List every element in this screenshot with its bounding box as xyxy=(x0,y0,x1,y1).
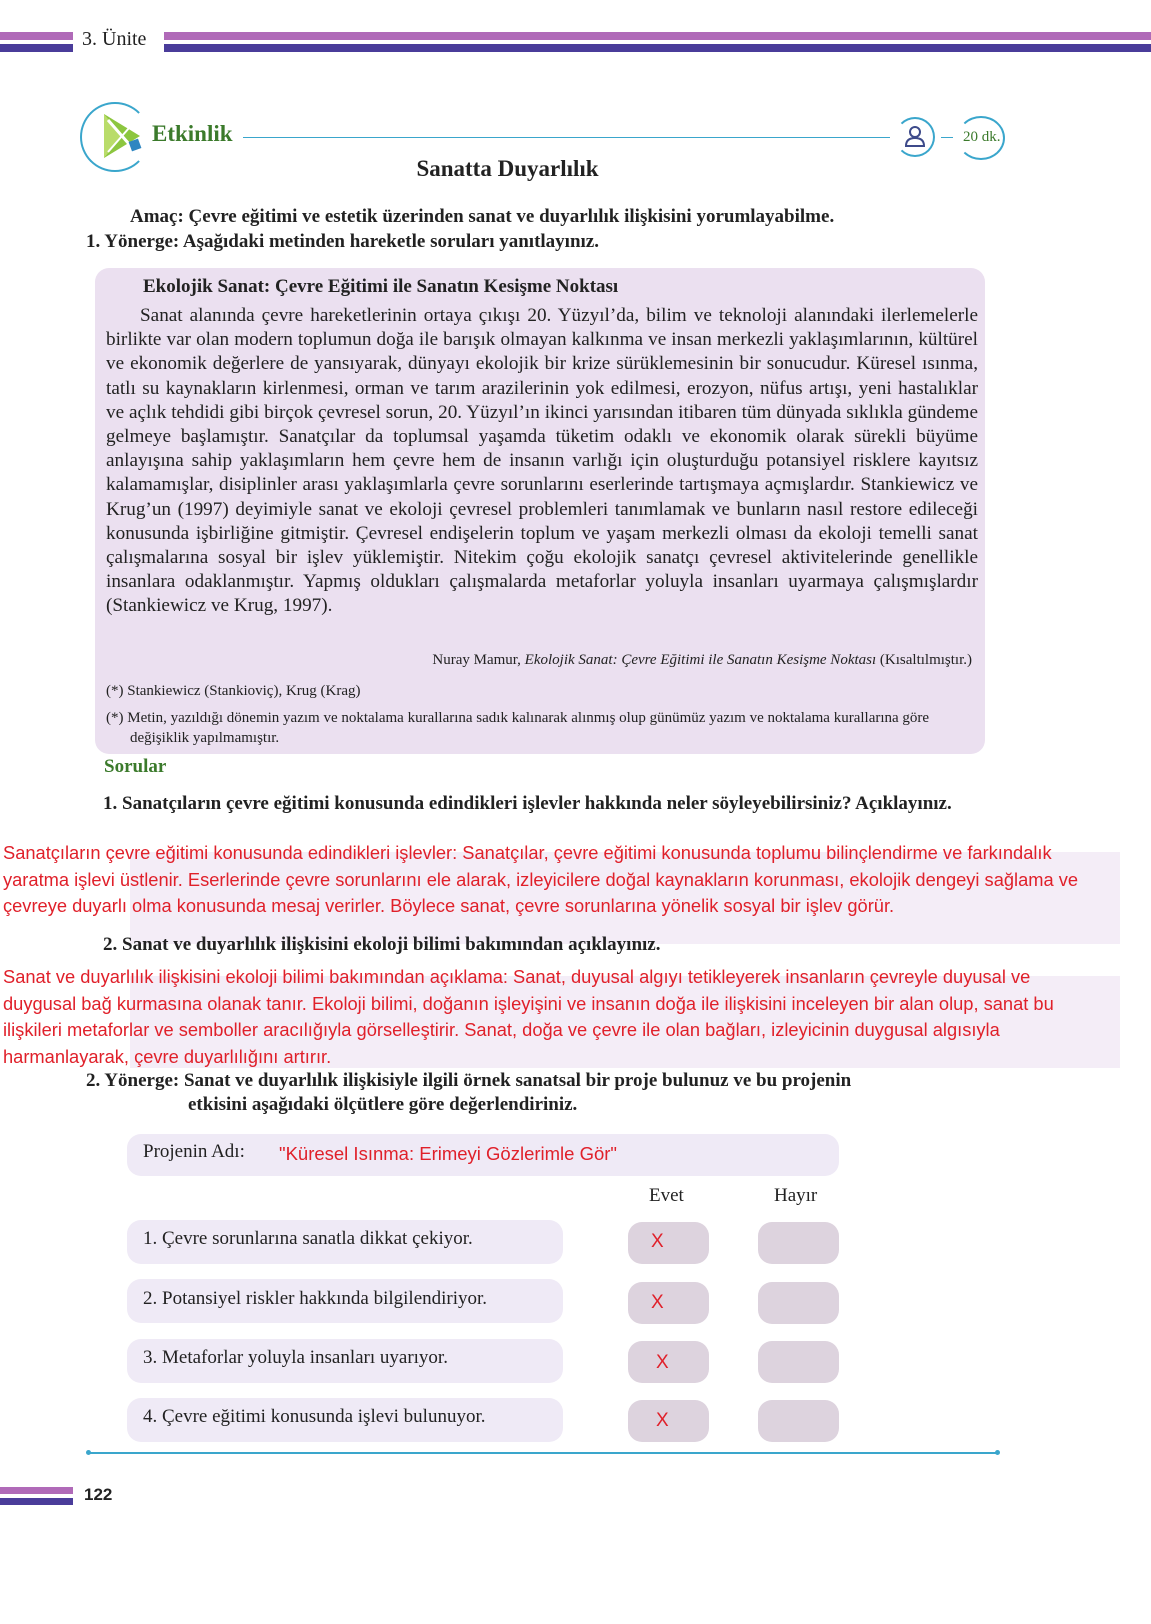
criterion-text-1: 1. Çevre sorunlarına sanatla dikkat çekiyor. xyxy=(143,1228,473,1249)
criterion-2-yes-box[interactable] xyxy=(628,1282,709,1324)
objective-text: Amaç: Çevre eğitimi ve estetik üzerinden sanat ve duyarlılık ilişkisini yorumlayabilme. xyxy=(130,206,835,227)
header-band-purple-left xyxy=(0,32,73,40)
criterion-text-2: 2. Potansiyel riskler hakkında bilgilendiriyor. xyxy=(143,1288,488,1309)
person-icon xyxy=(903,124,927,148)
reading-body: Sanat alanında çevre hareketlerinin ortaya çıkışı 20. Yüzyıl’da, bilim ve teknoloji alanındaki ilerlemelerle birlikte var olan modern toplumun doğa ile barışık olmayan kalkınma ve insan merkezli yaklaşımlarının, kültürel ve ekonomik değerlere de yansıyarak, dünyayı ekolojik bir krize sürüklemesinin bir sonucudur. Küresel ısınma, tatlı su kaynakların kirlenmesi, orman ve tarım arazilerinin yok edilmesi, erozyon, nüfus artışı, yeni hastalıklar ve açlık tehdidi gibi birçok çevresel sorun, 20. Yüzyıl’ın ikinci yarısından itibaren tüm dünyada sıklıkla gündeme gelmeye başlamıştır. Sanatçılar da toplumsal yaşamda tüketim odaklı ve ekonomik olarak sürekli büyüme anlayışına sahip yaklaşımların hem çevre hem de insanın varlığı için oluşturduğu potansiyel risklere kayıtsız kalamamışlar, disiplinler arası yaklaşımlarla çevre sorunlarını eserlerinde tartışmaya açmışlardır. Stankiewicz ve Krug’un (1997) deyimiyle sanat ve ekoloji çevresel problemleri tanımlamak ve bunların nasıl restore edileceği konusunda işbirliğine gitmiştir. Çevresel endişelerin toplum ve yaşam merkezli olması da ekoloji temelli sanat çalışmalarına sosyal bir işlev yüklemiştir. Nitekim çoğu ekolojik sanatçı çevresel aktivitelerinde genellikle insanlara odaklanmıştır. Yapmış oldukları çalışmalarda metaforlar yoluyla insanları uyarmaya çalışmışlardır (Stankiewicz ve Krug, 1997). xyxy=(106,305,978,617)
criterion-1-yes-box[interactable] xyxy=(628,1222,709,1264)
question-1: 1. Sanatçıların çevre eğitimi konusunda edindikleri işlevler hakkında neler söyleyebilirsiniz? Açıklayınız. xyxy=(103,793,952,814)
header-band-indigo-left xyxy=(0,44,73,52)
criterion-text-4: 4. Çevre eğitimi konusunda işlevi bulunuyor. xyxy=(143,1406,486,1427)
project-name-value[interactable]: "Küresel Isınma: Erimeyi Gözlerimle Gör" xyxy=(279,1143,617,1164)
criterion-2-no-box[interactable] xyxy=(758,1282,839,1324)
activity-duration: 20 dk. xyxy=(963,129,1001,145)
project-name-label: Projenin Adı: xyxy=(143,1141,245,1162)
questions-heading: Sorular xyxy=(104,756,167,777)
activity-label: Etkinlik xyxy=(152,121,233,146)
criterion-3-yes-mark: X xyxy=(656,1352,669,1373)
criterion-4-yes-mark: X xyxy=(656,1410,669,1431)
column-no-header: Hayır xyxy=(774,1185,818,1206)
page-number: 122 xyxy=(84,1485,113,1504)
criterion-2-yes-mark: X xyxy=(651,1292,664,1313)
answer-2[interactable]: Sanat ve duyarlılık ilişkisini ekoloji bilimi bakımından açıklama: Sanat, duyusal algıyı tetikleyerek insanların çevreyle duyusal ve duygusal bağ kurmasına olanak tanır. Ekoloji bilimi, doğanın işleyişini ve insanın doğa ile ilişkisini inceleyen bir alan olup, sanat bu ilişkileri metaforlar ve semboller aracılığıyla görselleştirir. Sanat, doğa ve çevre ile olan bağları, izleyicinin duygusal algısıyla harmanlayarak, çevre duyarlılığını artırır. xyxy=(3,966,1054,1067)
reading-title: Ekolojik Sanat: Çevre Eğitimi ile Sanatın Kesişme Noktası xyxy=(143,276,619,297)
header-band-indigo-right xyxy=(164,44,1151,52)
bottom-divider xyxy=(88,1452,998,1454)
criterion-4-no-box[interactable] xyxy=(758,1400,839,1442)
criterion-3-no-box[interactable] xyxy=(758,1341,839,1383)
instruction-2-line-2: etkisini aşağıdaki ölçütlere göre değerlendiriniz. xyxy=(188,1094,578,1115)
source-title: Ekolojik Sanat: Çevre Eğitimi ile Sanatın Kesişme Noktası xyxy=(524,652,877,668)
reading-source xyxy=(106,652,972,669)
instruction-1: 1. Yönerge: Aşağıdaki metinden hareketle soruları yanıtlayınız. xyxy=(86,231,599,252)
unit-title: 3. Ünite xyxy=(82,28,147,50)
page-title: Sanatta Duyarlılık xyxy=(416,156,599,181)
activity-header-line xyxy=(243,137,890,138)
separator-dash xyxy=(941,137,953,138)
footnote-1: (*) Stankiewicz (Stankioviç), Krug (Krag) xyxy=(106,683,361,699)
criterion-1-yes-mark: X xyxy=(651,1231,664,1252)
criterion-1-no-box[interactable] xyxy=(758,1222,839,1264)
instruction-2 xyxy=(86,1069,976,1117)
source-author: Nuray Mamur, xyxy=(432,652,521,668)
footer-band-indigo xyxy=(0,1498,73,1505)
answer-1[interactable]: Sanatçıların çevre eğitimi konusunda edindikleri işlevler: Sanatçılar, çevre eğitimi konusunda toplumu bilinçlendirme ve farkındalık yaratma işlevi üstlenir. Eserlerinde çevre sorunlarını ele alarak, izleyicilere doğal kaynakların korunması, ekolojik dengeyi sağlama ve çevreye duyarlı olma konusunda mesaj verirler. Böylece sanat, çevre sorunlarına yönelik sosyal bir işlev görür. xyxy=(3,842,1079,917)
instruction-2-line-1: 2. Yönerge: Sanat ve duyarlılık ilişkisiyle ilgili örnek sanatsal bir proje bulunuz ve bu projenin xyxy=(86,1070,852,1091)
source-note: (Kısaltılmıştır.) xyxy=(879,652,972,668)
criterion-text-3: 3. Metaforlar yoluyla insanları uyarıyor. xyxy=(143,1347,448,1368)
footnote-2: (*) Metin, yazıldığı dönemin yazım ve noktalama kurallarına sadık kalınarak alınmış olup günümüz yazım ve noktalama kurallarına göre değişiklik yapılmamıştır. xyxy=(106,710,930,746)
etkinlik-logo-icon xyxy=(100,110,146,162)
question-2: 2. Sanat ve duyarlılık ilişkisini ekoloji bilimi bakımından açıklayınız. xyxy=(103,934,661,955)
header-band-purple-right xyxy=(164,32,1151,40)
footer-band-purple xyxy=(0,1487,73,1494)
column-yes-header: Evet xyxy=(649,1185,684,1206)
